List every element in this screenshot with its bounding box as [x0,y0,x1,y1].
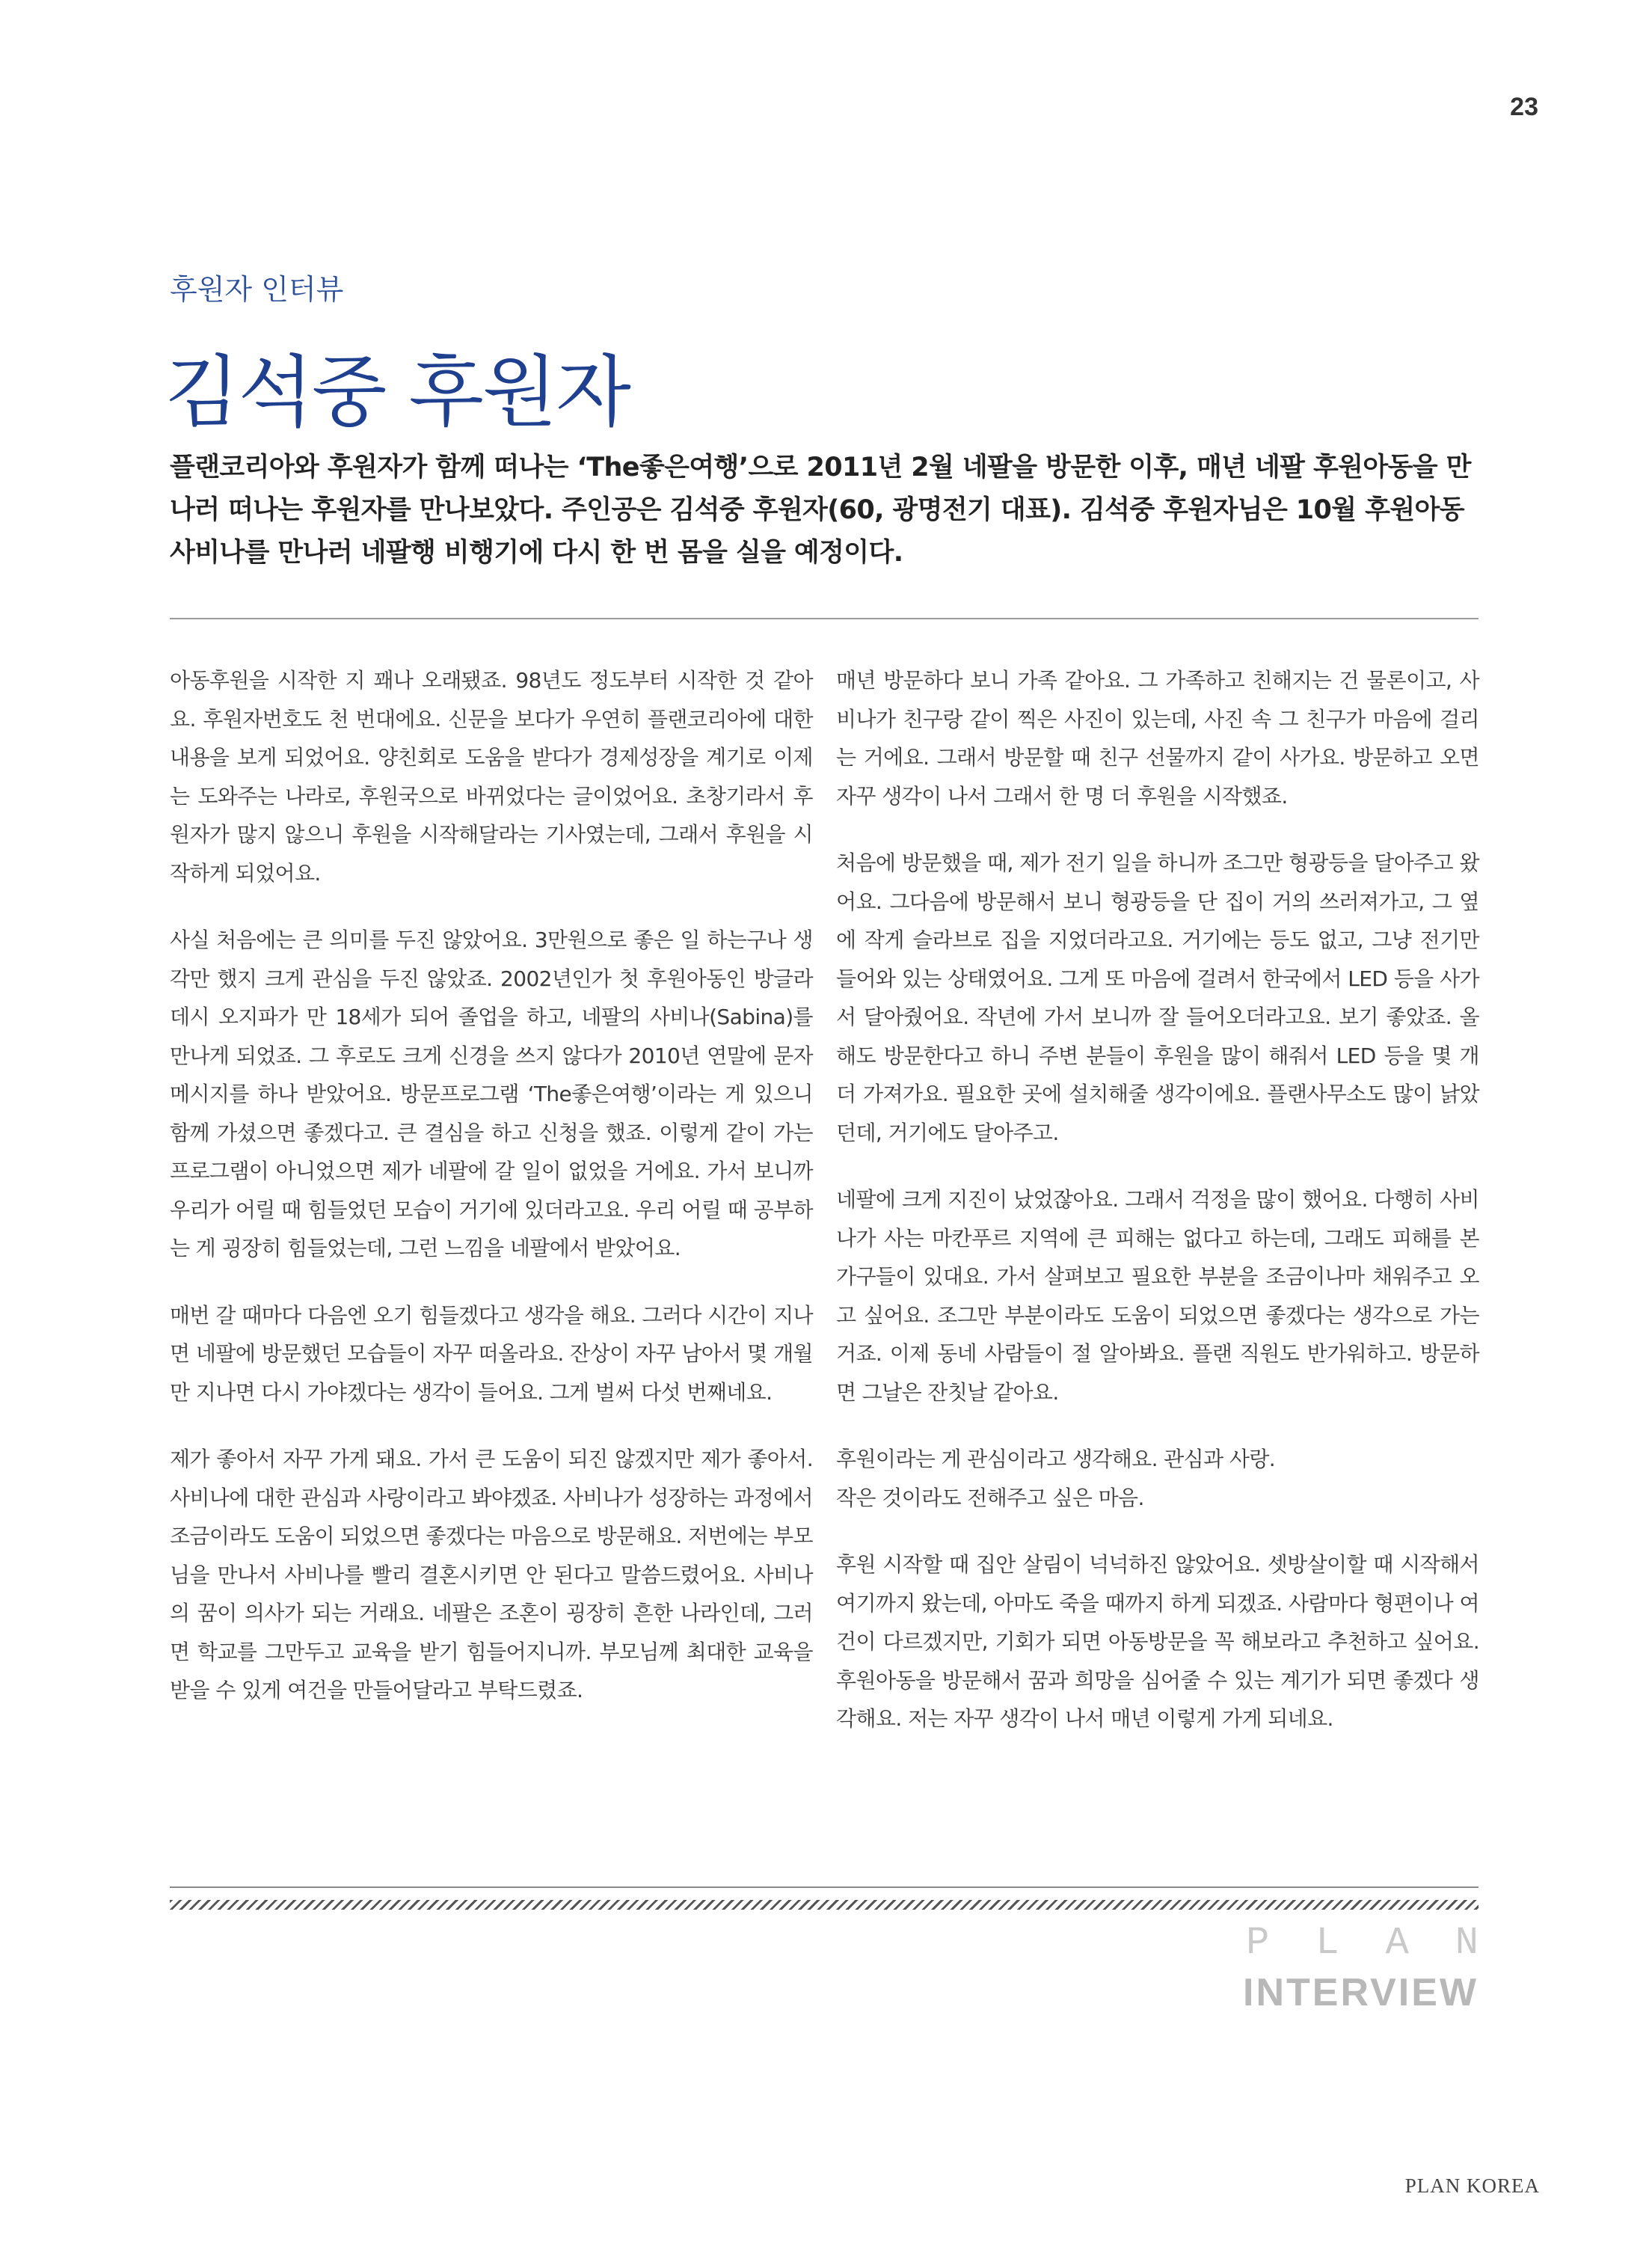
paragraph: 제가 좋아서 자꾸 가게 돼요. 가서 큰 도움이 되진 않겠지만 제가 좋아서. 사비나에 대한 관심과 사랑이라고 봐야겠죠. 사비나가 성장하는 과정에서 조금이라도 도움이 되었으면 좋겠다는 마음으로 방문해요. 저번에는 부모님을 만나서 사비나를 빨리 결혼시키면 안 된다고 말씀드렸어요. 사비나의 꿈이 의사가 되는 거래요. 네팔은 조혼이 굉장히 흔한 나라인데, 그러면 학교를 그만두고 교육을 받기 힘들어지니까. 부모님께 최대한 교육을 받을 수 있게 여건을 만들어달라고 부탁드렸죠. [170,1447,813,1702]
hatched-band [170,1900,1478,1910]
paragraph: 처음에 방문했을 때, 제가 전기 일을 하니까 조그만 형광등을 달아주고 왔어요. 그다음에 방문해서 보니 형광등을 단 집이 거의 쓰러져가고, 그 옆에 작게 슬라브로 집을 지었더라고요. 거기에는 등도 없고, 그냥 전기만 들어와 있는 상태였어요. 그게 또 마음에 걸려서 한국에서 LED 등을 사가서 달아줬어요. 작년에 가서 보니까 잘 들어오더라고요. 보기 좋았죠. 올해도 방문한다고 하니 주변 분들이 후원을 많이 해줘서 LED 등을 몇 개 더 가져가요. 필요한 곳에 설치해줄 생각이에요. 플랜사무소도 많이 낡았던데, 거기에도 달아주고. [836,850,1479,1145]
top-divider [170,618,1478,619]
left-column [170,661,813,1738]
page-title: 김석중 후원자 [165,346,630,438]
section-label: 후원자 인터뷰 [170,273,344,306]
paragraph: 사실 처음에는 큰 의미를 두진 않았어요. 3만원으로 좋은 일 하는구나 생각만 했지 크게 관심을 두진 않았죠. 2002년인가 첫 후원아동인 방글라데시 오지파가 만 18세가 되어 졸업을 하고, 네팔의 사비나(Sabina)를 만나게 되었죠. 그 후로도 크게 신경을 쓰지 않다가 2010년 연말에 문자메시지를 하나 받았어요. 방문프로그램 ‘The좋은여행’이라는 게 있으니 함께 가셨으면 좋겠다고. 큰 결심을 하고 신청을 했죠. 이렇게 같이 가는 프로그램이 아니었으면 제가 네팔에 갈 일이 없었을 거에요. 가서 보니까 우리가 어릴 때 힘들었던 모습이 거기에 있더라고요. 우리 어릴 때 공부하는 게 굉장히 힘들었는데, 그런 느낌을 네팔에서 받았어요. [170,928,813,1260]
logo-interview-text: INTERVIEW [1243,1971,1478,2014]
intro-paragraph: 플랜코리아와 후원자가 함께 떠나는 ‘The좋은여행’으로 2011년 2월 네팔을 방문한 이후, 매년 네팔 후원아동을 만나러 떠나는 후원자를 만나보았다. 주인공은 김석중 후원자(60, 광명전기 대표). 김석중 후원자님은 10월 후원아동 사비나를 만나러 네팔행 비행기에 다시 한 번 몸을 실을 예정이다. [170,453,1471,568]
paragraph: 네팔에 크게 지진이 났었잖아요. 그래서 걱정을 많이 했어요. 다행히 사비나가 사는 마칸푸르 지역에 큰 피해는 없다고 하는데, 그래도 피해를 본 가구들이 있대요. 가서 살펴보고 필요한 부분을 조금이나마 채워주고 오고 싶어요. 조그만 부분이라도 도움이 되었으면 좋겠다는 생각으로 가는 거죠. 이제 동네 사람들이 절 알아봐요. 플랜 직원도 반가워하고. 방문하면 그날은 잔칫날 같아요. [836,1187,1479,1405]
page-number: 23 [1510,93,1538,121]
paragraph: 후원 시작할 때 집안 살림이 넉넉하진 않았어요. 셋방살이할 때 시작해서 여기까지 왔는데, 아마도 죽을 때까지 하게 되겠죠. 사람마다 형편이나 여건이 다르겠지만, 기회가 되면 아동방문을 꼭 해보라고 추천하고 싶어요. 후원아동을 방문해서 꿈과 희망을 심어줄 수 있는 계기가 되면 좋겠다 생각해요. 저는 자꾸 생각이 나서 매년 이렇게 가게 되네요. [836,1552,1479,1731]
footer-brand: PLAN KOREA [1404,2174,1540,2197]
paragraph: 아동후원을 시작한 지 꽤나 오래됐죠. 98년도 정도부터 시작한 것 같아요. 후원자번호도 천 번대에요. 신문을 보다가 우연히 플랜코리아에 대한 내용을 보게 되었어요. 양친회로 도움을 받다가 경제성장을 계기로 이제는 도와주는 나라로, 후원국으로 바뀌었다는 글이었어요. 초창기라서 후원자가 많지 않으니 후원을 시작해달라는 기사였는데, 그래서 후원을 시작하게 되었어요. [170,668,813,886]
paragraph: 후원이라는 게 관심이라고 생각해요. 관심과 사랑. 작은 것이라도 전해주고 싶은 마음. [836,1447,1276,1510]
paragraph: 매번 갈 때마다 다음엔 오기 힘들겠다고 생각을 해요. 그러다 시간이 지나면 네팔에 방문했던 모습들이 자꾸 떠올라요. 잔상이 자꾸 남아서 몇 개월만 지나면 다시 가야겠다는 생각이 들어요. 그게 벌써 다섯 번째네요. [170,1302,813,1405]
paragraph: 매년 방문하다 보니 가족 같아요. 그 가족하고 친해지는 건 물론이고, 사비나가 친구랑 같이 찍은 사진이 있는데, 사진 속 그 친구가 마음에 걸리는 거에요. 그래서 방문할 때 친구 선물까지 같이 사가요. 방문하고 오면 자꾸 생각이 나서 그래서 한 명 더 후원을 시작했죠. [836,668,1479,809]
logo-plan-text: PLAN [1246,1921,1525,1965]
right-column [836,661,1479,1767]
bottom-divider [170,1886,1478,1888]
